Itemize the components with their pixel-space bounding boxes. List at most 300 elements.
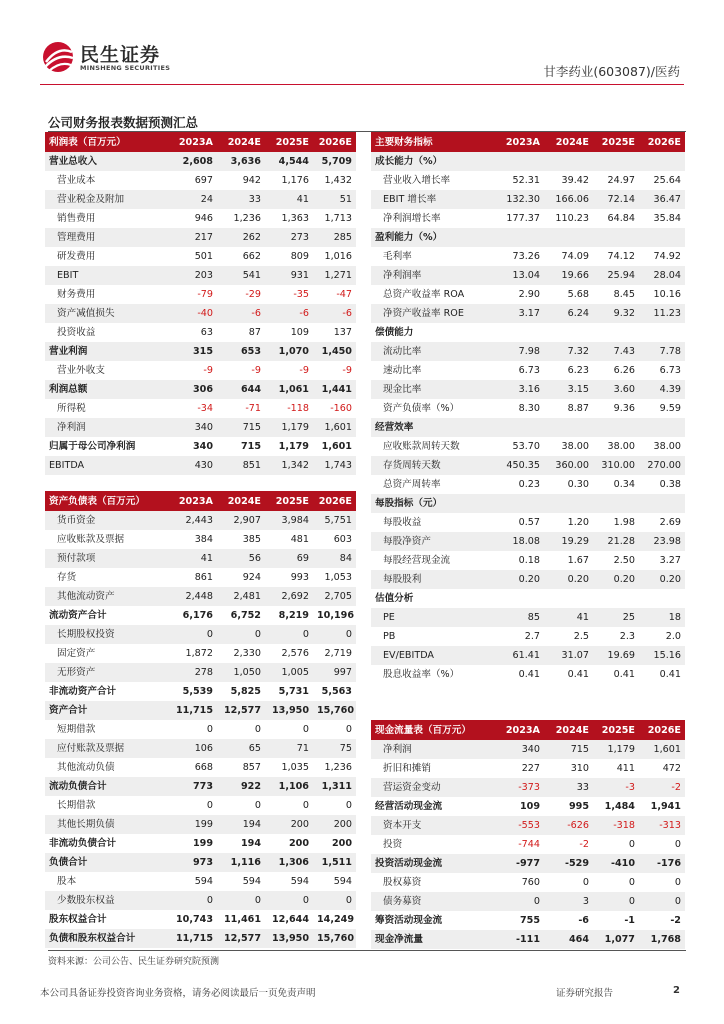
row-label: 每股经营现金流 (383, 555, 451, 566)
year-header-cell: 2024E (217, 491, 265, 511)
value-cell: 13,950 (265, 701, 313, 720)
value-cell (593, 418, 639, 437)
value-cell: 65 (217, 739, 265, 758)
value-cell: 11.23 (639, 304, 685, 323)
table-row (45, 891, 356, 910)
table-row (45, 247, 356, 266)
year-header-cell: 2025E (265, 132, 313, 152)
value-cell: 177.37 (506, 213, 540, 224)
value-cell: 924 (242, 572, 261, 583)
table-row (45, 587, 356, 606)
value-cell: 13,950 (265, 929, 313, 948)
value-cell: 13.04 (496, 266, 544, 285)
row-label: 净利润率 (371, 266, 496, 285)
value-cell: 0 (313, 625, 356, 644)
value-cell: 0 (169, 891, 217, 910)
year-header-cell: 2023A (169, 132, 217, 152)
value-cell: 74.12 (607, 251, 635, 262)
value-cell: 1,271 (313, 266, 356, 285)
value-cell: 0 (206, 724, 213, 735)
value-cell (496, 228, 544, 247)
value-cell: 33 (217, 190, 265, 209)
table-header-row (45, 491, 356, 511)
value-cell (639, 323, 685, 342)
value-cell: 87 (248, 327, 261, 338)
table-row (371, 854, 685, 873)
value-cell: 997 (313, 663, 356, 682)
value-cell: 0 (265, 625, 313, 644)
table-row (45, 834, 356, 853)
value-cell: 6.73 (659, 365, 681, 376)
value-cell: 63 (200, 327, 213, 338)
value-cell: 1,053 (324, 572, 352, 583)
value-cell: 1,179 (265, 418, 313, 437)
year-header-cell: 2026E (313, 132, 356, 152)
year-header-cell: 2026E (313, 491, 356, 511)
value-cell: 450.35 (496, 456, 544, 475)
value-cell: 2,448 (169, 587, 217, 606)
value-cell: 15.16 (639, 646, 685, 665)
year-header-cell: 2025E (265, 491, 313, 511)
value-cell: 2.7 (524, 631, 540, 642)
value-cell (496, 494, 544, 513)
row-label: 负债和股东权益合计 (45, 929, 169, 948)
table-row (45, 456, 356, 475)
row-label: 营业利润 (45, 342, 169, 361)
row-label: 股本 (57, 876, 77, 887)
header-divider (40, 84, 684, 85)
value-cell: 0 (582, 877, 589, 888)
value-cell: -313 (639, 816, 685, 835)
value-cell: 464 (544, 930, 593, 949)
value-cell: 7.98 (496, 342, 544, 361)
value-cell: 360.00 (544, 456, 593, 475)
value-cell: 11,461 (223, 914, 261, 925)
table-row (45, 266, 356, 285)
row-label: 速动比率 (383, 365, 422, 376)
value-cell: 73.26 (512, 251, 540, 262)
row-label: 成长能力（%） (371, 152, 496, 171)
value-cell: 1.98 (613, 517, 635, 528)
value-cell: 1,601 (313, 418, 356, 437)
table-row (45, 606, 356, 625)
table-row (371, 456, 685, 475)
logo-text-en: MINSHENG SECURITIES (80, 64, 171, 72)
row-label: 非流动资产合计 (49, 686, 117, 697)
table-row (45, 739, 356, 758)
value-cell: 71 (265, 739, 313, 758)
value-cell: 0 (345, 800, 352, 811)
value-cell: 15,760 (313, 701, 356, 720)
row-label: 股东权益合计 (49, 914, 107, 925)
row-label: 总资产收益率 ROA (383, 289, 465, 300)
value-cell: 0.41 (518, 669, 540, 680)
value-cell: 194 (240, 838, 261, 849)
year-header-cell: 2023A (169, 491, 217, 511)
value-cell: -373 (496, 778, 544, 797)
value-cell: 2,692 (265, 587, 313, 606)
value-cell: 2.50 (613, 555, 635, 566)
value-cell: 2,608 (169, 152, 217, 171)
table-row (371, 873, 685, 892)
table-header-row (371, 720, 685, 740)
value-cell: 0 (313, 891, 356, 910)
value-cell: 69 (265, 549, 313, 568)
table-row (371, 304, 685, 323)
value-cell: 942 (242, 175, 261, 186)
value-cell: 2.5 (573, 631, 589, 642)
value-cell: 0.41 (613, 669, 635, 680)
table-row (45, 682, 356, 701)
value-cell: 203 (169, 266, 217, 285)
value-cell: 7.32 (544, 342, 593, 361)
value-cell: -40 (169, 304, 217, 323)
value-cell: 0 (496, 892, 544, 911)
value-cell: 1,035 (281, 762, 309, 773)
value-cell: 0 (345, 724, 352, 735)
row-label: 经营效率 (371, 418, 496, 437)
table-title-cell: 主要财务指标 (371, 132, 496, 152)
row-label: 销售费用 (57, 213, 96, 224)
row-label: 长期股权投资 (45, 625, 169, 644)
value-cell: 41 (544, 608, 593, 627)
value-cell: 109 (519, 801, 540, 812)
table-row (371, 778, 685, 797)
value-cell: 662 (242, 251, 261, 262)
company-logo (40, 38, 180, 78)
balance-sheet-table (45, 491, 356, 948)
value-cell: 2.3 (619, 631, 635, 642)
value-cell: 41 (265, 190, 313, 209)
table-row (371, 892, 685, 911)
value-cell: 857 (242, 762, 261, 773)
value-cell: 9.32 (593, 304, 639, 323)
value-cell: 8.30 (518, 403, 540, 414)
value-cell: 0.41 (659, 669, 681, 680)
value-cell: 851 (217, 456, 265, 475)
value-cell: 1,236 (233, 213, 261, 224)
table-row (371, 513, 685, 532)
value-cell: -2 (579, 839, 589, 850)
value-cell: 481 (290, 534, 309, 545)
table-row (45, 853, 356, 872)
table-row (45, 549, 356, 568)
row-label: 营业收入增长率 (383, 175, 451, 186)
table-row (45, 872, 356, 891)
row-label: 应收账款周转天数 (383, 441, 460, 452)
row-label: PB (383, 631, 396, 642)
value-cell: 697 (194, 175, 213, 186)
year-header-cell: 2025E (593, 720, 639, 740)
value-cell: 430 (169, 456, 217, 475)
value-cell: 31.07 (544, 646, 593, 665)
value-cell: -6 (217, 304, 265, 323)
table-row (371, 285, 685, 304)
value-cell: 594 (242, 876, 261, 887)
row-label: 存货周转天数 (371, 456, 496, 475)
row-label: 负债合计 (45, 853, 169, 872)
value-cell: 0 (217, 891, 265, 910)
table-row (45, 171, 356, 190)
logo-text-cn: 民生证券 (80, 44, 161, 66)
row-label: EBITDA (45, 456, 169, 475)
value-cell: 1,311 (313, 777, 356, 796)
table-row (371, 532, 685, 551)
table-row (371, 266, 685, 285)
value-cell: 23.98 (639, 532, 685, 551)
value-cell: 10,743 (175, 914, 213, 925)
value-cell: 1,441 (313, 380, 356, 399)
row-label: 偿债能力 (375, 327, 414, 338)
value-cell: 2.0 (665, 631, 681, 642)
value-cell: -160 (330, 403, 352, 414)
value-cell (639, 418, 685, 437)
value-cell: 5,825 (230, 686, 261, 697)
value-cell: 217 (169, 228, 217, 247)
value-cell: 715 (240, 441, 261, 452)
value-cell: 1,005 (265, 663, 313, 682)
value-cell: 760 (521, 877, 540, 888)
value-cell: 861 (194, 572, 213, 583)
table-row (371, 209, 685, 228)
table-row (371, 551, 685, 570)
value-cell (593, 494, 639, 513)
value-cell: 1,601 (321, 441, 352, 452)
table-row (45, 929, 356, 948)
table-row (45, 285, 356, 304)
value-cell: -176 (639, 854, 685, 873)
table-row (371, 171, 685, 190)
value-cell: 931 (265, 266, 313, 285)
value-cell: -410 (593, 854, 639, 873)
value-cell: 1,061 (265, 380, 313, 399)
value-cell: 1,713 (324, 213, 352, 224)
table-row (371, 380, 685, 399)
value-cell: 306 (169, 380, 217, 399)
value-cell: 36.47 (639, 190, 685, 209)
value-cell: 2,907 (217, 511, 265, 530)
value-cell: 273 (265, 228, 313, 247)
row-label: 净利润 (45, 418, 169, 437)
value-cell: 3.16 (496, 380, 544, 399)
row-label: 资产合计 (45, 701, 169, 720)
value-cell: 9.36 (613, 403, 635, 414)
value-cell: 2,719 (324, 648, 352, 659)
value-cell: 3,984 (265, 511, 313, 530)
value-cell: 0.34 (613, 479, 635, 490)
value-cell (544, 494, 593, 513)
row-label: 营业总收入 (45, 152, 169, 171)
value-cell: 33 (544, 778, 593, 797)
table-row (371, 475, 685, 494)
value-cell: 2,481 (217, 587, 265, 606)
value-cell: 56 (217, 549, 265, 568)
table-row (45, 701, 356, 720)
row-label: 每股指标（元） (371, 494, 496, 513)
value-cell: -1 (624, 915, 635, 926)
value-cell: 0 (674, 839, 681, 850)
footer-report-type: 证券研究报告 (556, 988, 614, 999)
table-row (45, 644, 356, 663)
value-cell: 11,715 (169, 701, 217, 720)
value-cell: 755 (519, 915, 540, 926)
row-label: 盈利能力（%） (371, 228, 496, 247)
table-row (371, 740, 685, 759)
value-cell: 110.23 (555, 213, 589, 224)
table-row (371, 911, 685, 930)
row-label: 存货 (57, 572, 77, 583)
value-cell: 75 (313, 739, 356, 758)
year-header-cell: 2024E (544, 720, 593, 740)
value-cell: 594 (290, 876, 309, 887)
value-cell: 199 (192, 838, 213, 849)
row-label: 少数股东权益 (45, 891, 169, 910)
table-row (45, 437, 356, 456)
value-cell: 472 (662, 763, 681, 774)
value-cell: 285 (313, 228, 356, 247)
table-row (371, 835, 685, 854)
value-cell: -35 (293, 289, 309, 300)
value-cell: 24.97 (607, 175, 635, 186)
value-cell: 85 (496, 608, 544, 627)
value-cell: 385 (242, 534, 261, 545)
value-cell: -9 (342, 365, 352, 376)
value-cell: 262 (217, 228, 265, 247)
value-cell: 6,176 (182, 610, 213, 621)
table-row (371, 570, 685, 589)
value-cell: 0.20 (496, 570, 544, 589)
value-cell: 7.78 (639, 342, 685, 361)
row-label: 总资产周转率 (383, 479, 441, 490)
value-cell: 1,872 (185, 648, 213, 659)
value-cell: -9 (251, 365, 261, 376)
value-cell: -6 (265, 304, 313, 323)
value-cell: 0.38 (659, 479, 681, 490)
table-row (45, 663, 356, 682)
year-header-cell: 2024E (544, 132, 593, 152)
value-cell: 28.04 (639, 266, 685, 285)
value-cell: 0 (217, 625, 265, 644)
value-cell: 11,715 (169, 929, 217, 948)
row-label: PE (371, 608, 496, 627)
value-cell (639, 589, 685, 608)
row-label: EBIT 增长率 (371, 190, 496, 209)
row-label: 流动比率 (371, 342, 496, 361)
value-cell: 0 (674, 877, 681, 888)
table-row (371, 399, 685, 418)
table-row (371, 930, 685, 949)
value-cell: 3 (544, 892, 593, 911)
table-row (45, 304, 356, 323)
value-cell: 5.68 (567, 289, 589, 300)
value-cell: 2.69 (659, 517, 681, 528)
row-label: 其他流动负债 (57, 762, 115, 773)
value-cell: 41 (169, 549, 217, 568)
value-cell: -3 (593, 778, 639, 797)
value-cell: 340 (169, 418, 217, 437)
row-label: EBIT (45, 266, 169, 285)
year-header-cell: 2023A (496, 720, 544, 740)
value-cell: 5,539 (182, 686, 213, 697)
value-cell: 653 (217, 342, 265, 361)
row-label: 每股股利 (371, 570, 496, 589)
value-cell: 5,731 (278, 686, 309, 697)
value-cell: -29 (245, 289, 261, 300)
table-row (45, 380, 356, 399)
value-cell: 72.14 (593, 190, 639, 209)
row-label: 毛利率 (383, 251, 412, 262)
value-cell: 993 (290, 572, 309, 583)
value-cell: 411 (616, 763, 635, 774)
row-label: 投资活动现金流 (371, 854, 496, 873)
value-cell: 25.64 (653, 175, 681, 186)
value-cell: 38.00 (607, 441, 635, 452)
value-cell: -6 (578, 915, 589, 926)
value-cell: 1,016 (324, 251, 352, 262)
row-label: 资产负债率（%） (383, 403, 460, 414)
value-cell: -318 (593, 816, 639, 835)
row-label: 财务费用 (57, 289, 96, 300)
row-label: 所得税 (57, 403, 86, 414)
value-cell (544, 152, 593, 171)
value-cell: -47 (336, 289, 352, 300)
value-cell: 6,752 (230, 610, 261, 621)
cash-flow-table (371, 720, 685, 949)
table-row (371, 816, 685, 835)
table-row (45, 758, 356, 777)
value-cell: 3.60 (593, 380, 639, 399)
row-label: 应付账款及票据 (45, 739, 169, 758)
year-header-cell: 2026E (639, 132, 685, 152)
year-header-cell: 2026E (639, 720, 685, 740)
table-row (45, 399, 356, 418)
value-cell: 25 (593, 608, 639, 627)
value-cell: 15,760 (313, 929, 356, 948)
row-label: 管理费用 (45, 228, 169, 247)
value-cell: 3.27 (659, 555, 681, 566)
value-cell (593, 323, 639, 342)
table-row (371, 228, 685, 247)
value-cell (496, 323, 544, 342)
value-cell (639, 152, 685, 171)
financial-indicators-table (371, 132, 685, 684)
row-label: 折旧和摊销 (383, 763, 431, 774)
value-cell: 0.18 (518, 555, 540, 566)
value-cell: -2 (670, 915, 681, 926)
value-cell: 2.90 (518, 289, 540, 300)
value-cell: 4,544 (265, 152, 313, 171)
value-cell: -71 (245, 403, 261, 414)
value-cell: 278 (169, 663, 217, 682)
value-cell: 0 (302, 724, 309, 735)
value-cell: 0.57 (518, 517, 540, 528)
table-row (45, 190, 356, 209)
value-cell: 0 (265, 891, 313, 910)
value-cell: 200 (288, 838, 309, 849)
value-cell: 1,342 (265, 456, 313, 475)
value-cell: 6.26 (613, 365, 635, 376)
value-cell (593, 589, 639, 608)
value-cell: 74.09 (561, 251, 589, 262)
row-label: 估值分析 (375, 593, 414, 604)
value-cell (496, 589, 544, 608)
table-row (371, 342, 685, 361)
value-cell: 6.23 (567, 365, 589, 376)
row-label: 归属于母公司净利润 (49, 441, 136, 452)
row-label: 经营活动现金流 (375, 801, 443, 812)
year-header-cell: 2023A (496, 132, 544, 152)
table-row (371, 361, 685, 380)
